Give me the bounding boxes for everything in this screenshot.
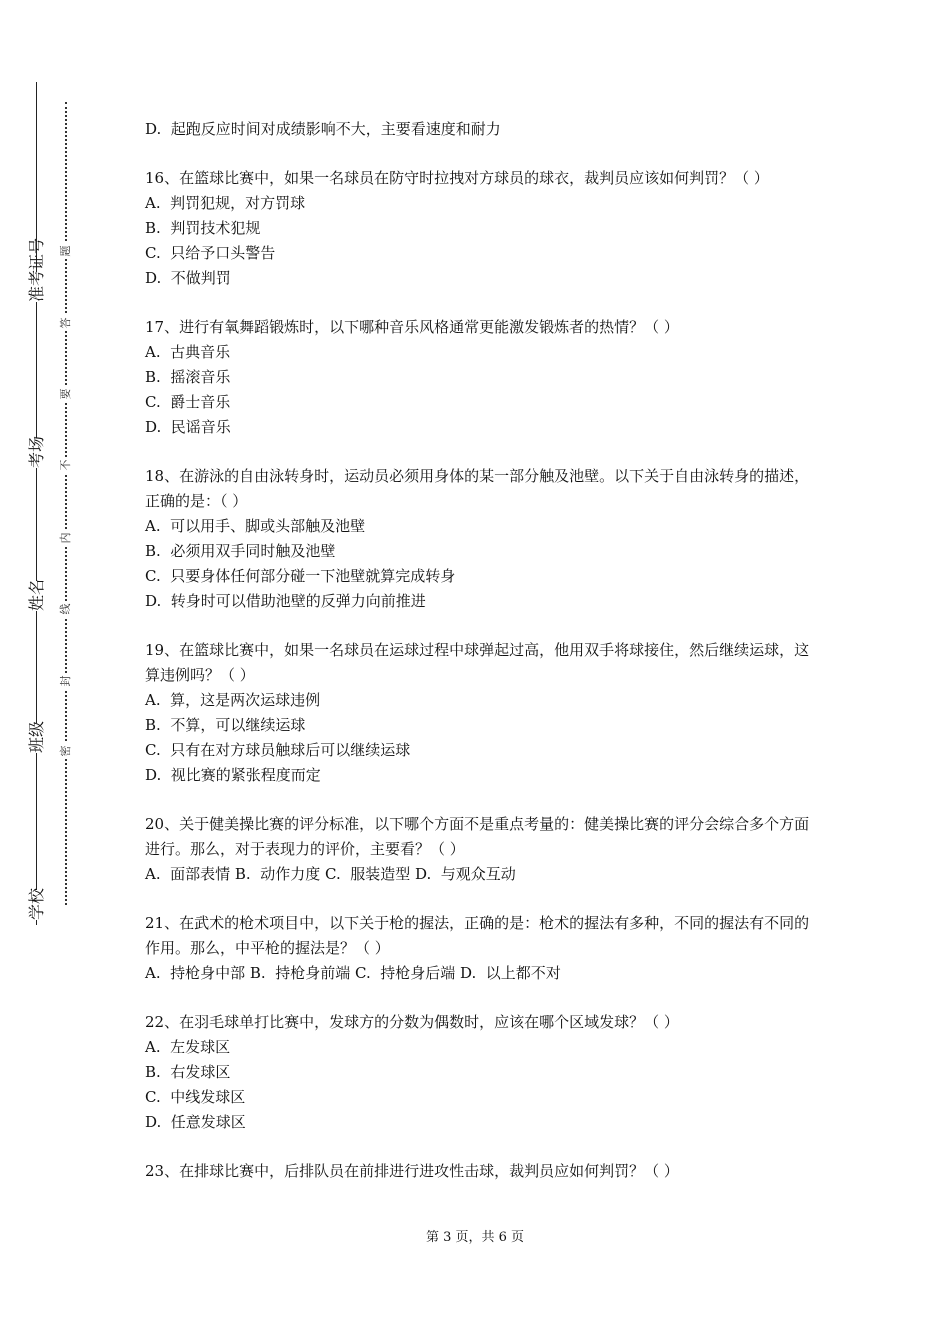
- seal-word: 封: [58, 673, 74, 689]
- question-23: [145, 1159, 815, 1184]
- option-d: D. 起跑反应时间对成绩影响不大，主要看速度和耐力: [145, 120, 501, 138]
- option-c: C. 爵士音乐: [145, 393, 231, 411]
- question-stem: 17、进行有氧舞蹈锻炼时，以下哪种音乐风格通常更能激发锻炼者的热情？（ ）: [145, 318, 679, 336]
- option-c: C. 只有在对方球员触球后可以继续运球: [145, 741, 411, 759]
- option-a: A. 判罚犯规，对方罚球: [145, 194, 306, 212]
- question-17: [145, 315, 815, 440]
- option-b: B. 右发球区: [145, 1063, 231, 1081]
- field-label-exam-number: 准考证号: [22, 272, 52, 302]
- field-label-class: 班级: [22, 723, 52, 753]
- option-a: A. 可以用手、脚或头部触及池壁: [145, 517, 366, 535]
- binding-margin: [0, 0, 120, 1344]
- question-stem: 20、关于健美操比赛的评分标准，以下哪个方面不是重点考量的：健美操比赛的评分会综合多个方面进行。那么，对于表现力的评价，主要看？（ ）: [145, 815, 810, 858]
- seal-word: 答: [58, 315, 74, 331]
- question-stem: 16、在篮球比赛中，如果一名球员在防守时拉拽对方球员的球衣，裁判员应该如何判罚？（ ）: [145, 169, 769, 187]
- seal-word: 要: [58, 386, 74, 402]
- question-stem: 23、在排球比赛中，后排队员在前排进行进攻性击球，裁判员应如何判罚？（ ）: [145, 1162, 679, 1180]
- option-d: D. 不做判罚: [145, 269, 231, 287]
- question-list: [145, 117, 815, 1208]
- question-21: [145, 911, 815, 986]
- question-stem: 18、在游泳的自由泳转身时，运动员必须用身体的某一部分触及池壁。以下关于自由泳转身的描述，正确的是：（ ）: [145, 467, 810, 510]
- option-d: D. 民谣音乐: [145, 418, 231, 436]
- options-inline: A. 面部表情 B. 动作力度 C. 服装造型 D. 与观众互动: [145, 865, 516, 883]
- option-a: A. 左发球区: [145, 1038, 231, 1056]
- page-number: 第 3 页，共 6 页: [425, 1230, 525, 1245]
- seal-dotted-line: [65, 102, 67, 905]
- seal-word: 题: [58, 243, 74, 259]
- seal-word: 线: [58, 601, 74, 617]
- option-b: B. 摇滚音乐: [145, 368, 231, 386]
- seal-word: 内: [58, 530, 74, 546]
- question-20: [145, 812, 815, 887]
- seal-word: 密: [58, 743, 74, 759]
- question-stem: 22、在羽毛球单打比赛中，发球方的分数为偶数时，应该在哪个区域发球？（ ）: [145, 1013, 679, 1031]
- option-b: B. 不算，可以继续运球: [145, 716, 306, 734]
- binding-solid-line: [36, 82, 37, 925]
- option-c: C. 中线发球区: [145, 1088, 246, 1106]
- field-label-exam-room: 考场: [22, 438, 52, 468]
- question-stem: 19、在篮球比赛中，如果一名球员在运球过程中球弹起过高，他用双手将球接住，然后继续运球，这算违例吗？（ ）: [145, 641, 810, 684]
- field-label-school: 学校: [22, 890, 52, 920]
- question-stem: 21、在武术的枪术项目中，以下关于枪的握法，正确的是：枪术的握法有多种，不同的握法有不同的作用。那么，中平枪的握法是？（ ）: [145, 914, 810, 957]
- option-c: C. 只要身体任何部分碰一下池壁就算完成转身: [145, 567, 456, 585]
- option-b: B. 判罚技术犯规: [145, 219, 261, 237]
- option-d: D. 视比赛的紧张程度而定: [145, 766, 321, 784]
- option-b: B. 必须用双手同时触及池壁: [145, 542, 336, 560]
- options-inline: A. 持枪身中部 B. 持枪身前端 C. 持枪身后端 D. 以上都不对: [145, 964, 561, 982]
- question-19: [145, 638, 815, 788]
- field-label-name: 姓名: [22, 581, 52, 611]
- question-16: [145, 166, 815, 291]
- option-d: D. 任意发球区: [145, 1113, 246, 1131]
- option-d: D. 转身时可以借助池壁的反弹力向前推进: [145, 592, 426, 610]
- question-22: [145, 1010, 815, 1135]
- option-c: C. 只给予口头警告: [145, 244, 276, 262]
- question-15-tail: [145, 117, 815, 142]
- question-18: [145, 464, 815, 614]
- seal-word: 不: [58, 457, 74, 473]
- option-a: A. 古典音乐: [145, 343, 231, 361]
- option-a: A. 算，这是两次运球违例: [145, 691, 321, 709]
